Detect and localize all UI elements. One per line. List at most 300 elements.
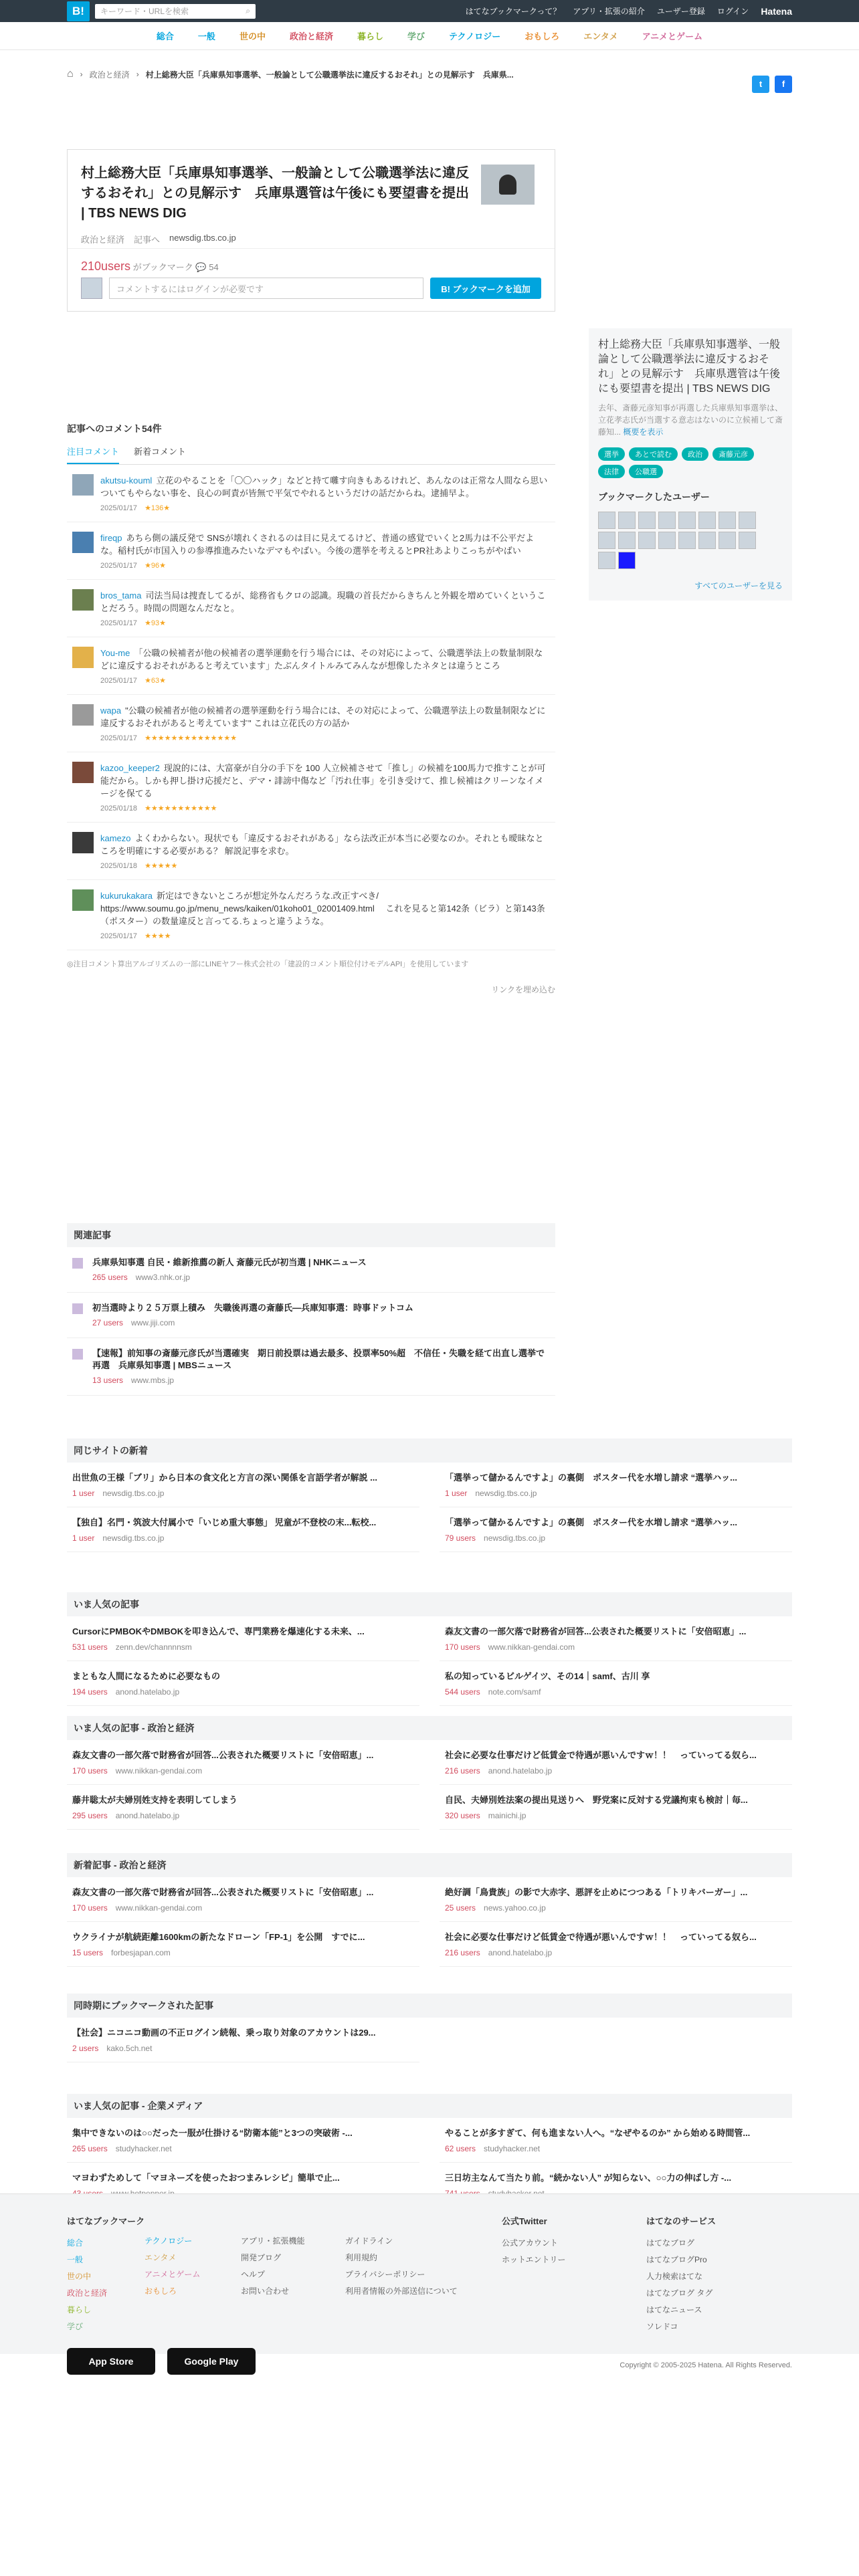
tag-list bbox=[598, 447, 783, 478]
article-meta bbox=[72, 2143, 414, 2154]
category-8[interactable]: エンタメ bbox=[583, 31, 618, 41]
article-item[interactable] bbox=[67, 2118, 419, 2163]
comment-date[interactable]: 2025/01/18 bbox=[100, 804, 145, 813]
user-avatar[interactable] bbox=[739, 532, 756, 549]
comment-user[interactable]: kamezo bbox=[100, 833, 131, 843]
article-meta bbox=[445, 1947, 787, 1958]
article-meta bbox=[445, 1810, 787, 1821]
sidebar-title[interactable]: 村上総務大臣「兵庫県知事選挙、一般論として公職選挙法に違反するおそれ」との見解示す 兵庫県選管は午後にも要望書を提出 | TBS NEWS DIG bbox=[598, 339, 781, 395]
top-links bbox=[466, 5, 792, 17]
sidebar-desc: 去年、斎藤元彦知事が再選した兵庫県知事選挙は、立花孝志氏が当選する意志はないのに立候補して斎藤知... bbox=[598, 403, 783, 437]
user-avatar[interactable] bbox=[698, 532, 716, 549]
star-count[interactable]: ★63★ bbox=[145, 677, 167, 685]
copyright: Copyright © 2005-2025 Hatena. All Rights Reserved. bbox=[619, 2361, 792, 2369]
article-meta bbox=[445, 1487, 787, 1499]
home-icon[interactable]: ⌂ bbox=[67, 68, 74, 80]
article-title[interactable]: 【独自】名門・筑波大付属小で「いじめ重大事態」 児童が不登校の末...転校... bbox=[72, 1517, 377, 1527]
article-item[interactable] bbox=[67, 1661, 419, 1706]
article-title[interactable]: CursorにPMBOKやDMBOKを叩き込んで、専門業務を爆速化する未来、... bbox=[72, 1626, 365, 1636]
article-meta bbox=[72, 1641, 414, 1652]
star-count[interactable]: ★★★★★★★★★★★ bbox=[145, 804, 217, 813]
comment-body bbox=[100, 589, 550, 630]
comment-date[interactable]: 2025/01/17 bbox=[100, 932, 145, 940]
footer-link[interactable]: 世の中 bbox=[67, 2272, 92, 2281]
section-column bbox=[440, 2018, 792, 2062]
article-title[interactable]: 三日坊主なんて当たり前。“続かない人” が知らない、○○力の伸ばし方 -... bbox=[445, 2173, 732, 2183]
footer-link[interactable]: アプリ・拡張機能 bbox=[241, 2236, 305, 2246]
comment-date[interactable]: 2025/01/17 bbox=[100, 677, 145, 685]
comment-text bbox=[100, 532, 550, 557]
comment-meta bbox=[100, 802, 550, 815]
footer-link[interactable]: 一般 bbox=[67, 2255, 84, 2264]
footer-link[interactable]: おもしろ bbox=[145, 2286, 177, 2296]
article-users[interactable]: 320 users bbox=[445, 1811, 480, 1820]
sidebar-summary bbox=[589, 328, 792, 601]
article-title[interactable]: まともな人間になるために必要なもの bbox=[72, 1671, 221, 1681]
user-avatar[interactable] bbox=[719, 512, 736, 529]
related-title[interactable]: 初当選時より２５万票上積み 失職後再選の斎藤氏―兵庫知事選：時事ドットコム bbox=[92, 1303, 413, 1313]
article-meta bbox=[72, 2042, 414, 2054]
register-link[interactable]: ユーザー登録 bbox=[656, 7, 705, 16]
article-item[interactable] bbox=[440, 1507, 792, 1552]
article-domain[interactable]: news.yahoo.co.jp bbox=[476, 1903, 546, 1913]
footer-link[interactable]: お問い合わせ bbox=[241, 2286, 290, 2296]
section-title: 同時期にブックマークされた記事 bbox=[67, 1994, 792, 2018]
footer-link[interactable]: ガイドライン bbox=[345, 2236, 393, 2246]
article-item[interactable] bbox=[67, 1616, 419, 1661]
article-title[interactable]: 自民、夫婦別姓法案の提出見送りへ 野党案に反対する党議拘束も検討｜毎... bbox=[445, 1795, 748, 1805]
article-title[interactable]: ウクライナが航続距離1600kmの新たなドローン「FP-1」を公開 すでに... bbox=[72, 1932, 365, 1942]
app-store-badge[interactable]: App Store bbox=[67, 2348, 155, 2375]
article-item[interactable] bbox=[440, 1740, 792, 1785]
comment-user[interactable]: kukurukakara bbox=[100, 891, 153, 901]
comment-user[interactable]: wapa bbox=[100, 706, 122, 716]
article-users[interactable]: 265 users bbox=[72, 2144, 108, 2153]
search-icon[interactable]: ⌕ bbox=[246, 6, 250, 15]
section-title: いま人気の記事 - 政治と経済 bbox=[67, 1716, 792, 1740]
embed-link[interactable]: リンクを埋め込む bbox=[491, 985, 555, 994]
facebook-icon[interactable]: f bbox=[775, 76, 792, 93]
article-item[interactable] bbox=[67, 1740, 419, 1785]
article-item[interactable] bbox=[440, 1922, 792, 1967]
user-avatar[interactable] bbox=[72, 589, 94, 611]
article-meta bbox=[445, 1765, 787, 1776]
article-title[interactable]: 「選挙って儲かるんですよ」の裏側 ポスター代を水増し請求 “選挙ハッ... bbox=[445, 1473, 737, 1483]
comment-user[interactable]: fireqp bbox=[100, 533, 122, 543]
footer-link[interactable]: 公式アカウント bbox=[502, 2238, 558, 2248]
hatena-logo[interactable]: Hatena bbox=[761, 5, 792, 17]
comment-meta bbox=[100, 930, 550, 943]
user-avatar[interactable] bbox=[658, 532, 676, 549]
footer-link[interactable]: はてなブログPro bbox=[646, 2255, 707, 2264]
related-title[interactable]: 【速報】前知事の斎藤元彦氏が当選確実 期日前投票は過去最多、投票率50%超 不信任・失職を経て出直し選挙で再選 兵庫県知事選 | MBSニュース bbox=[92, 1348, 545, 1370]
star-count[interactable]: ★136★ bbox=[145, 504, 171, 512]
category-6[interactable]: テクノロジー bbox=[449, 31, 501, 41]
comment-item bbox=[67, 695, 555, 752]
related-item[interactable] bbox=[67, 1338, 555, 1396]
section-column bbox=[67, 2018, 419, 2062]
comment-date[interactable]: 2025/01/17 bbox=[100, 504, 145, 512]
article-domain[interactable]: studyhacker.net bbox=[107, 2144, 172, 2153]
article-title[interactable]: 社会に必要な仕事だけど低賃金で待遇が悪いんですｗ！！ っていってる奴ら... bbox=[445, 1750, 757, 1760]
comments-section bbox=[67, 422, 555, 995]
section-columns bbox=[67, 1616, 792, 1706]
user-avatar[interactable] bbox=[598, 512, 615, 529]
comment-user[interactable]: bros_tama bbox=[100, 591, 142, 601]
comment-text bbox=[100, 474, 550, 500]
article-domain[interactable]: note.com/samf bbox=[480, 1687, 541, 1697]
comment-content: 司法当局は捜査してるが、総務省もクロの認識。現職の首長だからきちんと外観を増めていくということだろう。時間の問題なんだなと。 bbox=[100, 591, 546, 613]
article-item[interactable] bbox=[440, 1616, 792, 1661]
footer-title: はてなブックマーク bbox=[67, 2216, 145, 2226]
article-domain[interactable]: forbesjapan.com bbox=[103, 1948, 171, 1957]
algorithm-note: ◎注目コメント算出アルゴリズムの一部にLINEヤフー株式会社の「建設的コメント順位付けモデルAPI」を使用しています bbox=[67, 960, 469, 968]
category-2[interactable]: 世の中 bbox=[239, 31, 266, 41]
tag-item[interactable]: 法律 bbox=[598, 465, 625, 478]
related-domain[interactable]: www.jiji.com bbox=[123, 1318, 175, 1327]
article-domain[interactable]: zenn.dev/channnnsm bbox=[107, 1642, 192, 1652]
breadcrumb-category[interactable]: 政治と経済 bbox=[89, 70, 130, 80]
article-users[interactable]: 216 users bbox=[445, 1948, 480, 1957]
category-nav bbox=[0, 22, 859, 50]
article-title[interactable]: マヨわずためして「マヨネーズを使ったおつまみレシピ」簡単で止... bbox=[72, 2173, 340, 2183]
comments-title: 記事へのコメント54件 bbox=[67, 423, 162, 434]
comment-input[interactable]: コメントするにはログインが必要です bbox=[109, 278, 423, 299]
article-users[interactable]: 194 users bbox=[72, 1687, 108, 1697]
article-section bbox=[67, 1853, 792, 1967]
related-item[interactable] bbox=[67, 1293, 555, 1338]
footer-link[interactable]: エンタメ bbox=[145, 2253, 177, 2262]
comment-content: 「公職の候補者が他の候補者の選挙運動を行う場合には、その対応によって、公職選挙法上の数量制限などに違反するおそれがあると考えています」たぶんタイトルみてみんなが想像したネタとは違うところ bbox=[100, 648, 543, 671]
all-users-link[interactable]: すべてのユーザーを見る bbox=[694, 581, 783, 591]
comment-body bbox=[100, 647, 550, 687]
footer-services-title: はてなのサービス bbox=[646, 2216, 717, 2226]
section-column bbox=[67, 1463, 419, 1552]
star-count[interactable]: ★93★ bbox=[145, 619, 167, 627]
entry-domain[interactable]: newsdig.tbs.co.jp bbox=[169, 233, 236, 243]
article-title[interactable]: 森友文書の一部欠落で財務省が回答...公表された概要リストに「安倍昭恵」... bbox=[72, 1887, 374, 1897]
article-meta bbox=[72, 1686, 414, 1697]
favicon-icon bbox=[72, 1349, 83, 1360]
related-meta bbox=[92, 1317, 413, 1328]
category-3[interactable]: 政治と経済 bbox=[289, 31, 333, 41]
comment-item bbox=[67, 880, 555, 950]
twitter-icon[interactable]: t bbox=[752, 76, 769, 93]
footer-link[interactable]: 利用規約 bbox=[345, 2253, 378, 2262]
article-users[interactable]: 544 users bbox=[445, 1687, 480, 1697]
comment-user[interactable]: You-me bbox=[100, 648, 130, 658]
footer-link[interactable]: 利用者情報の外部送信について bbox=[345, 2286, 458, 2296]
user-avatar[interactable] bbox=[72, 474, 94, 496]
article-users[interactable]: 25 users bbox=[445, 1903, 476, 1913]
footer-link[interactable]: 開発ブログ bbox=[241, 2253, 282, 2262]
article-item[interactable] bbox=[440, 1877, 792, 1922]
footer-link[interactable]: 総合 bbox=[67, 2238, 84, 2248]
related-meta bbox=[92, 1271, 367, 1283]
footer bbox=[0, 2193, 859, 2369]
article-section bbox=[67, 2094, 792, 2208]
user-avatar[interactable] bbox=[598, 552, 615, 569]
entry-note: 記事へ bbox=[134, 235, 161, 245]
article-domain[interactable]: www.nikkan-gendai.com bbox=[480, 1642, 575, 1652]
article-domain[interactable]: www.nikkan-gendai.com bbox=[107, 1766, 203, 1776]
user-avatar[interactable] bbox=[72, 532, 94, 553]
related-domain[interactable]: www.mbs.jp bbox=[123, 1376, 175, 1385]
user-avatar[interactable] bbox=[638, 532, 656, 549]
article-domain[interactable]: newsdig.tbs.co.jp bbox=[94, 1533, 165, 1543]
article-meta bbox=[72, 1487, 414, 1499]
article-section bbox=[67, 1592, 792, 1706]
comment-user[interactable]: akutsu-kouml bbox=[100, 475, 153, 486]
article-title[interactable]: やることが多すぎて、何も進まない人へ。“なぜやるのか” から始める時間管... bbox=[445, 2128, 751, 2138]
article-domain[interactable]: anond.hatelabo.jp bbox=[107, 1811, 180, 1820]
article-item[interactable] bbox=[67, 2018, 419, 2062]
hatena-bookmark-logo[interactable]: B! bbox=[67, 1, 90, 21]
apps-link[interactable]: アプリ・拡張の紹介 bbox=[573, 7, 645, 16]
article-users[interactable]: 1 user bbox=[72, 1489, 95, 1498]
google-play-badge[interactable]: Google Play bbox=[167, 2348, 256, 2375]
entry-title[interactable]: 村上総務大臣「兵庫県知事選挙、一般論として公職選挙法に違反するおそれ」との見解示す 兵庫県選管は午後にも要望書を提出 | TBS NEWS DIG bbox=[81, 166, 469, 221]
article-meta bbox=[445, 1686, 787, 1697]
article-domain[interactable]: newsdig.tbs.co.jp bbox=[467, 1489, 537, 1498]
footer-link[interactable]: 学び bbox=[67, 2322, 84, 2331]
article-item[interactable] bbox=[440, 1785, 792, 1830]
user-avatar[interactable] bbox=[72, 889, 94, 911]
comment-text bbox=[100, 704, 550, 730]
article-item[interactable] bbox=[440, 1661, 792, 1706]
category-1[interactable]: 一般 bbox=[197, 31, 215, 41]
comment-icon: 💬 bbox=[195, 262, 207, 272]
footer-link[interactable]: 暮らし bbox=[67, 2305, 92, 2315]
footer-link[interactable]: アニメとゲーム bbox=[145, 2270, 201, 2279]
tab-recent[interactable]: 新着コメント bbox=[134, 447, 187, 457]
section-column bbox=[440, 1616, 792, 1706]
user-avatar[interactable] bbox=[618, 512, 636, 529]
related-title[interactable]: 兵庫県知事選 自民・維新推薦の新人 斎藤元氏が初当選 | NHKニュース bbox=[92, 1257, 367, 1267]
user-avatar[interactable] bbox=[638, 512, 656, 529]
footer-link[interactable]: プライバシーポリシー bbox=[345, 2270, 425, 2279]
user-avatar[interactable] bbox=[678, 532, 696, 549]
user-avatar[interactable] bbox=[72, 762, 94, 783]
article-title[interactable]: 「選挙って儲かるんですよ」の裏側 ポスター代を水増し請求 “選挙ハッ... bbox=[445, 1517, 737, 1527]
section-column bbox=[440, 1740, 792, 1830]
article-title[interactable]: 森友文書の一部欠落で財務省が回答...公表された概要リストに「安倍昭恵」... bbox=[445, 1626, 747, 1636]
user-avatar[interactable] bbox=[678, 512, 696, 529]
user-avatar[interactable] bbox=[598, 532, 615, 549]
add-bookmark-button[interactable]: B! ブックマークを追加 bbox=[430, 278, 541, 299]
article-meta bbox=[445, 1902, 787, 1913]
category-4[interactable]: 暮らし bbox=[357, 31, 383, 41]
related-domain[interactable]: www3.nhk.or.jp bbox=[127, 1273, 191, 1282]
tag-item[interactable]: 公職選 bbox=[629, 465, 663, 478]
footer-link[interactable]: はてなブログ bbox=[646, 2238, 695, 2248]
article-title[interactable]: 私の知っているビルゲイツ、その14｜samf、古川 享 bbox=[445, 1671, 650, 1681]
bookmark-label: がブックマーク bbox=[132, 262, 193, 272]
article-title[interactable]: 絶好調「鳥貴族」の影で大赤字、悪評を止めにつつある「トリキバーガー」... bbox=[445, 1887, 748, 1897]
article-domain[interactable]: anond.hatelabo.jp bbox=[480, 1766, 553, 1776]
comment-text bbox=[100, 589, 550, 615]
article-users[interactable]: 62 users bbox=[445, 2144, 476, 2153]
user-avatar[interactable] bbox=[658, 512, 676, 529]
star-count[interactable]: ★★★★★★★★★★★★★★ bbox=[145, 734, 237, 742]
related-users[interactable]: 13 users bbox=[92, 1376, 124, 1385]
article-domain[interactable]: newsdig.tbs.co.jp bbox=[476, 1533, 546, 1543]
section-columns bbox=[67, 1740, 792, 1830]
star-count[interactable]: ★★★★★ bbox=[145, 862, 178, 870]
category-0[interactable]: 総合 bbox=[156, 31, 174, 41]
related-users[interactable]: 265 users bbox=[92, 1273, 128, 1282]
article-users[interactable]: 216 users bbox=[445, 1766, 480, 1776]
user-avatar[interactable] bbox=[739, 512, 756, 529]
article-users[interactable]: 79 users bbox=[445, 1533, 476, 1543]
comment-body bbox=[100, 832, 550, 873]
article-domain[interactable]: studyhacker.net bbox=[476, 2144, 541, 2153]
section-columns bbox=[67, 1463, 792, 1552]
star-count[interactable]: ★★★★ bbox=[145, 932, 171, 940]
related-item[interactable] bbox=[67, 1247, 555, 1293]
tag-item[interactable]: あとで読む bbox=[629, 447, 678, 461]
tag-item[interactable]: 選挙 bbox=[598, 447, 625, 461]
article-users[interactable]: 170 users bbox=[445, 1642, 480, 1652]
footer-link[interactable]: はてなニュース bbox=[646, 2305, 702, 2315]
article-domain[interactable]: anond.hatelabo.jp bbox=[107, 1687, 180, 1697]
article-title[interactable]: 【社会】ニコニコ動画の不正ログイン続報、乗っ取り対象のアカウントは29... bbox=[72, 2028, 376, 2038]
article-meta bbox=[72, 1902, 414, 1913]
user-avatar[interactable] bbox=[72, 647, 94, 668]
comment-meta bbox=[100, 502, 550, 515]
footer-link[interactable]: 人力検索はてな bbox=[646, 2272, 703, 2281]
user-avatar[interactable] bbox=[719, 532, 736, 549]
about-link[interactable]: はてなブックマークって？ bbox=[465, 7, 561, 16]
category-7[interactable]: おもしろ bbox=[524, 31, 560, 41]
footer-twitter-title: 公式Twitter bbox=[502, 2216, 547, 2226]
footer-link[interactable]: テクノロジー bbox=[145, 2236, 193, 2246]
article-item[interactable] bbox=[440, 1463, 792, 1507]
related-section bbox=[67, 1223, 555, 1396]
article-title[interactable]: 集中できないのは○○だった一服が仕掛ける“防衛本能”と3つの突破術 -... bbox=[72, 2128, 353, 2138]
article-domain[interactable]: mainichi.jp bbox=[480, 1811, 527, 1820]
comment-content: あちら側の議反発で SNSが壊れくされるのは目に見えてるけど、普通の感覚でいくと2馬力は不公平だよな。稲村氏が市国入りの参導推進みたいなデマもやばい。今後の選挙を考えるとPR社あよりこっちがやばい bbox=[100, 533, 535, 556]
comment-item bbox=[67, 522, 555, 580]
show-summary-link[interactable]: 概要を表示 bbox=[623, 427, 664, 437]
footer-link[interactable]: 政治と経済 bbox=[67, 2288, 108, 2298]
comment-meta bbox=[100, 732, 550, 745]
search-placeholder: キーワード・URLを検索 bbox=[100, 7, 189, 16]
entry-card bbox=[67, 149, 555, 312]
comment-date[interactable]: 2025/01/18 bbox=[100, 862, 145, 870]
user-avatar[interactable] bbox=[72, 832, 94, 853]
comment-date[interactable]: 2025/01/17 bbox=[100, 734, 145, 742]
related-users[interactable]: 27 users bbox=[92, 1318, 124, 1327]
comment-item bbox=[67, 465, 555, 522]
comment-content: 现說的には、大富豪が自分の手下を 100 人立候補させて「推し」の候補を100馬力で推すことが可能だから。しかも押し掛け応援だと、デマ・誹謗中傷など「汚れ仕事」を引き受けて、推し候補はクリーンなイメージを保てる bbox=[100, 763, 546, 798]
category-9[interactable]: アニメとゲーム bbox=[642, 31, 703, 41]
article-meta bbox=[72, 1810, 414, 1821]
bookmarked-users-title: ブックマークしたユーザー bbox=[598, 492, 710, 502]
comment-date[interactable]: 2025/01/17 bbox=[100, 562, 145, 570]
user-avatar[interactable] bbox=[618, 552, 636, 569]
footer-link[interactable]: はてなブログ タグ bbox=[646, 2288, 713, 2298]
article-title[interactable]: 森友文書の一部欠落で財務省が回答...公表された概要リストに「安倍昭恵」... bbox=[72, 1750, 374, 1760]
article-meta bbox=[72, 1532, 414, 1543]
comment-text bbox=[100, 762, 550, 800]
favicon-icon bbox=[72, 1258, 83, 1269]
article-domain[interactable]: anond.hatelabo.jp bbox=[480, 1948, 553, 1957]
article-item[interactable] bbox=[67, 1922, 419, 1967]
bookmark-count[interactable]: 210users bbox=[81, 259, 131, 273]
article-users[interactable]: 2 users bbox=[72, 2044, 99, 2053]
article-item[interactable] bbox=[67, 1507, 419, 1552]
comment-meta bbox=[100, 860, 550, 873]
article-users[interactable]: 295 users bbox=[72, 1811, 108, 1820]
top-bar bbox=[0, 0, 859, 22]
login-link[interactable]: ログイン bbox=[717, 7, 749, 16]
tab-popular[interactable]: 注目コメント bbox=[67, 445, 119, 464]
entry-category[interactable]: 政治と経済 bbox=[81, 235, 125, 245]
comment-body bbox=[100, 704, 550, 745]
tag-item[interactable]: 政治 bbox=[682, 447, 708, 461]
article-users[interactable]: 531 users bbox=[72, 1642, 108, 1652]
footer-link[interactable]: ホットエントリー bbox=[502, 2255, 566, 2264]
user-avatar[interactable] bbox=[72, 704, 94, 726]
article-title[interactable]: 藤井聡太が夫婦別姓支持を表明してしまう bbox=[72, 1795, 238, 1805]
comment-user[interactable]: kazoo_keeper2 bbox=[100, 763, 160, 773]
comment-body bbox=[100, 762, 550, 815]
article-section bbox=[67, 1716, 792, 1830]
entry-thumbnail[interactable] bbox=[481, 165, 535, 205]
comment-content: よくわからない。現状でも「違反するおそれがある」なら法改正が本当に必要なのか。それとも曖昧なところを明確にする必要がある？ 解説記事を求む。 bbox=[100, 833, 544, 856]
comment-content: 新定はできないところが想定外なんだろうな.改正すべき/ https://www.soumu.go.jp/menu_news/kaiken/01koho01_02001409.html これを見ると第142条（ビラ）と第143条（ポスター）の数量違反と言ってる.ちょっと違うような。 bbox=[100, 891, 545, 926]
comment-meta bbox=[100, 675, 550, 687]
article-meta bbox=[445, 1641, 787, 1652]
related-title: 関連記事 bbox=[67, 1223, 555, 1247]
user-avatar[interactable] bbox=[618, 532, 636, 549]
user-avatar-grid bbox=[598, 512, 772, 569]
article-item[interactable] bbox=[67, 1463, 419, 1507]
article-domain[interactable]: newsdig.tbs.co.jp bbox=[94, 1489, 165, 1498]
article-item[interactable] bbox=[67, 1785, 419, 1830]
comment-text bbox=[100, 889, 550, 928]
comment-meta bbox=[100, 560, 550, 572]
article-users[interactable]: 170 users bbox=[72, 1766, 108, 1776]
category-5[interactable]: 学び bbox=[407, 31, 425, 41]
article-domain[interactable]: www.nikkan-gendai.com bbox=[107, 1903, 203, 1913]
comment-item bbox=[67, 823, 555, 880]
star-count[interactable]: ★96★ bbox=[145, 562, 167, 570]
article-domain[interactable]: kako.5ch.net bbox=[98, 2044, 153, 2053]
article-title[interactable]: 出世魚の王様「ブリ」から日本の食文化と方言の深い関係を言語学者が解説 ... bbox=[72, 1473, 377, 1483]
article-meta bbox=[445, 2143, 787, 2154]
footer-link[interactable]: ソレドコ bbox=[646, 2322, 678, 2331]
search-input[interactable] bbox=[95, 4, 256, 19]
comment-content: 立花のやることを「〇〇ハック」などと持て囃す向きもあるけれど、あんなのは正常な人間なら思いついてもやらない事を、良心の呵責が皆無で平気でやれるというだけの話だからね。逮捕早よ。 bbox=[100, 475, 548, 498]
article-users[interactable]: 1 user bbox=[72, 1533, 95, 1543]
user-avatar[interactable] bbox=[698, 512, 716, 529]
article-title[interactable]: 社会に必要な仕事だけど低賃金で待遇が悪いんですｗ！！ っていってる奴ら... bbox=[445, 1932, 757, 1942]
article-item[interactable] bbox=[67, 1877, 419, 1922]
comment-item bbox=[67, 637, 555, 695]
article-users[interactable]: 15 users bbox=[72, 1948, 104, 1957]
share-buttons bbox=[752, 76, 792, 93]
article-section bbox=[67, 1438, 792, 1552]
tag-item[interactable]: 斎藤元彦 bbox=[712, 447, 754, 461]
comment-date[interactable]: 2025/01/17 bbox=[100, 619, 145, 627]
comment-item bbox=[67, 580, 555, 637]
article-users[interactable]: 1 user bbox=[445, 1489, 468, 1498]
footer-link[interactable]: ヘルプ bbox=[241, 2270, 266, 2279]
article-item[interactable] bbox=[440, 2118, 792, 2163]
article-users[interactable]: 170 users bbox=[72, 1903, 108, 1913]
